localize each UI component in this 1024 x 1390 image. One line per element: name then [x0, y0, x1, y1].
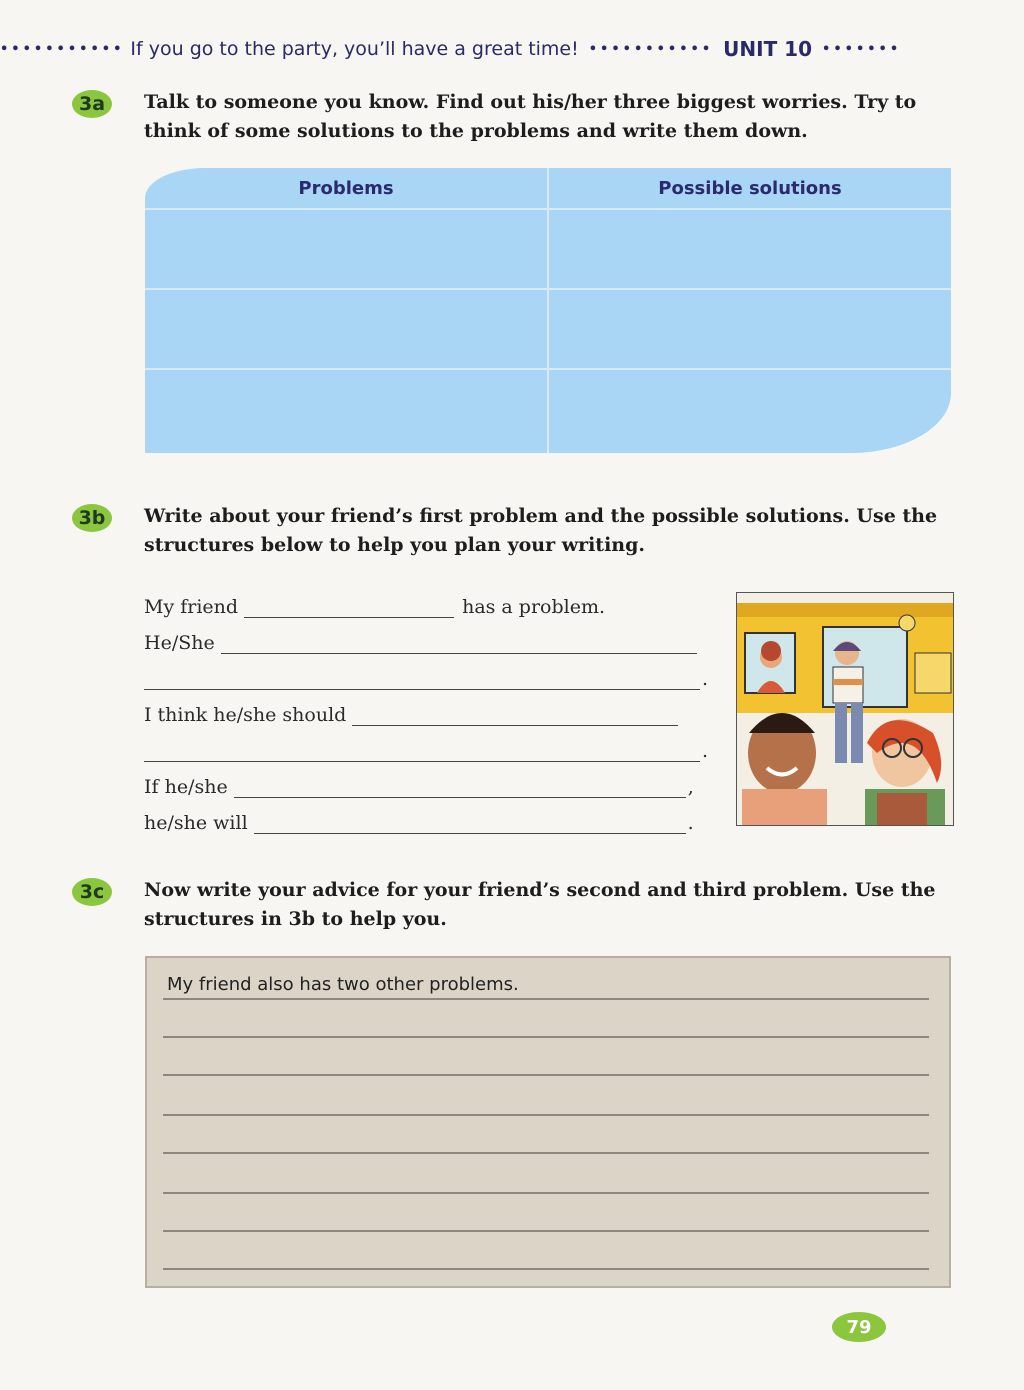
frame-line-he-she — [144, 624, 697, 654]
problems-column-header: Problems — [298, 177, 394, 199]
exercise-3a-instruction: Talk to someone you know. Find out his/her three biggest worries. Try to think of some solutions to the problems and write them down. — [144, 91, 917, 142]
table-column-divider — [547, 168, 549, 453]
table-row-divider — [145, 368, 951, 370]
frame-text-will: he/she will — [144, 812, 248, 834]
frame-line-will — [144, 804, 694, 834]
condition-blank[interactable] — [234, 777, 686, 798]
writing-line — [163, 998, 929, 1000]
exercise-3b-badge: 3b — [72, 504, 112, 532]
result-blank[interactable] — [254, 813, 686, 834]
problem-blank[interactable] — [221, 633, 697, 654]
period-mark: . — [687, 812, 694, 834]
page-number: 79 — [832, 1312, 886, 1342]
exercise-3c-instruction: Now write your advice for your friend’s second and third problem. Use the structures in 3b to help you. — [144, 879, 936, 930]
comma-mark: , — [687, 776, 694, 798]
writing-line — [163, 1230, 929, 1232]
table-row-divider — [145, 208, 951, 210]
period-mark: . — [702, 740, 709, 762]
frame-line-friend — [144, 588, 605, 618]
header-dots-middle: ••••••••••• — [588, 41, 714, 57]
header-dots-right: ••••••• — [822, 41, 902, 57]
advice-writing-area[interactable] — [145, 956, 951, 1288]
writing-line — [163, 1152, 929, 1154]
writing-line — [163, 1114, 929, 1116]
writing-line — [163, 1192, 929, 1194]
frame-line-if — [144, 768, 694, 798]
problems-solutions-table — [145, 168, 951, 453]
frame-text-has-problem: has a problem. — [462, 596, 606, 618]
friend-name-blank[interactable] — [244, 597, 454, 618]
exercise-3c-badge: 3c — [72, 878, 112, 906]
students-bus-illustration — [736, 592, 954, 826]
unit-label: UNIT 10 — [723, 37, 813, 61]
illustration-svg — [737, 593, 953, 825]
writing-line — [163, 1074, 929, 1076]
header-title: If you go to the party, you’ll have a great time! — [130, 38, 579, 60]
advice-continuation-blank[interactable] — [144, 741, 700, 762]
exercise-3b-instruction: Write about your friend’s first problem and the possible solutions. Use the structures below to help you plan your writing. — [144, 505, 938, 556]
frame-line-continuation-2 — [144, 732, 708, 762]
exercise-3a-badge: 3a — [72, 90, 112, 118]
period-mark: . — [702, 668, 709, 690]
advice-blank[interactable] — [352, 705, 678, 726]
solutions-column-header: Possible solutions — [658, 177, 842, 199]
table-row-divider — [145, 288, 951, 290]
page-header — [0, 34, 960, 64]
frame-line-continuation-1 — [144, 660, 708, 690]
problem-continuation-blank[interactable] — [144, 669, 700, 690]
writing-line — [163, 1036, 929, 1038]
writing-prompt: My friend also has two other problems. — [167, 974, 519, 995]
frame-text-if: If he/she — [144, 776, 228, 798]
frame-text-should: I think he/she should — [144, 704, 347, 726]
frame-text-my-friend: My friend — [144, 596, 239, 618]
frame-text-he-she: He/She — [144, 632, 215, 654]
frame-line-should — [144, 696, 678, 726]
writing-line — [163, 1268, 929, 1270]
header-dots-left: ••••••••••• — [0, 41, 125, 57]
